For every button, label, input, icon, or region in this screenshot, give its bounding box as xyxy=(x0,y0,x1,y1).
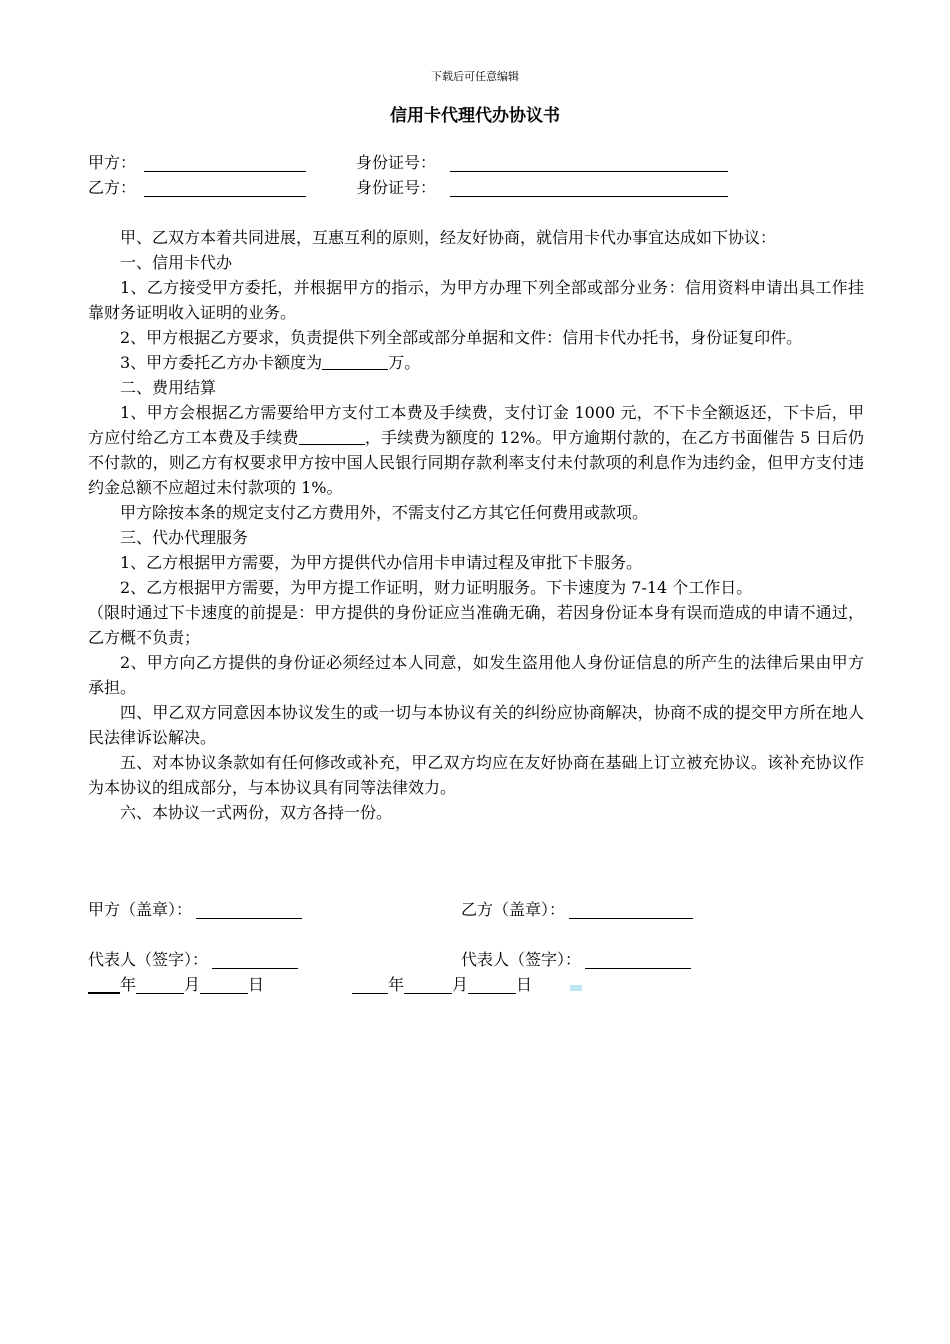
date-a-line xyxy=(88,973,264,997)
section-3-item-2-note: （限时通过下卡速度的前提是：甲方提供的身份证应当准确无确，若因身份证本身有误而造成的申请不通过，乙方概不负责； xyxy=(88,603,864,647)
date-b-year-field[interactable] xyxy=(352,975,388,994)
section-1-item-3 xyxy=(88,350,864,375)
date-b-year-label: 年 xyxy=(388,975,405,994)
party-a-id-field[interactable] xyxy=(450,153,728,172)
section-3-heading: 三、代办代理服务 xyxy=(120,528,249,547)
party-b-seal-label: 乙方（盖章）： xyxy=(461,900,566,919)
party-a-row xyxy=(88,151,788,175)
section-4: 四、甲乙双方同意因本协议发生的或一切与本协议有关的纠纷应协商解决，协商不成的提交甲方所在地人民法律诉讼解决。 xyxy=(88,703,864,747)
credit-limit-prefix: 3、甲方委托乙方办卡额度为 xyxy=(120,353,323,372)
date-a-year-field[interactable] xyxy=(88,974,120,994)
party-a-id-label: 身份证号： xyxy=(356,153,437,172)
section-2-item-1 xyxy=(88,400,864,500)
date-b-day-label: 日 xyxy=(516,975,533,994)
date-a-day-label: 日 xyxy=(248,975,265,994)
section-2-heading: 二、费用结算 xyxy=(120,378,217,397)
rep-b-line xyxy=(461,948,691,972)
party-a-seal-label: 甲方（盖章）： xyxy=(88,900,193,919)
section-6: 六、本协议一式两份，双方各持一份。 xyxy=(120,803,393,822)
rep-a-line xyxy=(88,948,298,972)
section-2-item-2: 甲方除按本条的规定支付乙方费用外，不需支付乙方其它任何费用或款项。 xyxy=(120,503,649,522)
selection-marker xyxy=(570,985,582,991)
section-1-item-2: 2、甲方根据乙方要求，负责提供下列全部或部分单据和文件：信用卡代办托书，身份证复印件。 xyxy=(120,328,803,347)
party-a-seal-field[interactable] xyxy=(196,900,302,919)
rep-a-label: 代表人（签字）： xyxy=(88,950,209,969)
fee-amount-field[interactable] xyxy=(299,426,365,445)
section-5: 五、对本协议条款如有任何修改或补充，甲乙双方均应在友好协商在基础上订立被充协议。该补充协议作为本协议的组成部分，与本协议具有同等法律效力。 xyxy=(88,753,864,797)
date-a-day-field[interactable] xyxy=(200,975,248,994)
section-1-heading: 一、信用卡代办 xyxy=(120,253,233,272)
rep-a-signature-field[interactable] xyxy=(212,950,298,969)
date-b-month-field[interactable] xyxy=(404,975,452,994)
party-a-seal-line xyxy=(88,898,302,922)
party-b-row xyxy=(88,176,788,200)
section-3-item-1: 1、乙方根据甲方需要，为甲方提供代办信用卡申请过程及审批下卡服务。 xyxy=(120,553,643,572)
section-1-item-1: 1、乙方接受甲方委托，并根据甲方的指示，为甲方办理下列全部或部分业务：信用资料申请出具工作挂靠财务证明收入证明的业务。 xyxy=(88,278,864,322)
section-3-item-3: 2、甲方向乙方提供的身份证必须经过本人同意，如发生盗用他人身份证信息的所产生的法律后果由甲方承担。 xyxy=(88,653,864,697)
date-a-month-field[interactable] xyxy=(136,975,184,994)
date-b-month-label: 月 xyxy=(452,975,469,994)
fee-clause-prefix: 1、甲方会根据乙方需要给甲方支付工本费及手续费，支付订金 1000 元，不下卡全额返还，下卡后，甲方应付给乙方工本费及手续费 xyxy=(88,403,864,447)
party-b-seal-line xyxy=(461,898,693,922)
party-b-seal-field[interactable] xyxy=(569,900,693,919)
party-b-label: 乙方： xyxy=(88,178,137,197)
party-b-name-field[interactable] xyxy=(144,178,306,197)
section-3-item-2: 2、乙方根据甲方需要，为甲方提工作证明，财力证明服务。下卡速度为 7-14 个工作日。 xyxy=(120,578,753,597)
fee-clause-suffix: ，手续费为额度的 12%。甲方逾期付款的，在乙方书面催告 5 日后仍不付款的，则乙方有权要求甲方按中国人民银行同期存款利率支付未付款项的利息作为违约金，但甲方支付违约金总额不应超过未付款项的 1%。 xyxy=(88,428,864,497)
party-b-id-field[interactable] xyxy=(450,178,728,197)
header-note: 下载后可任意编辑 xyxy=(431,70,519,83)
date-b-day-field[interactable] xyxy=(468,975,516,994)
party-b-id-label: 身份证号： xyxy=(356,178,437,197)
rep-b-signature-field[interactable] xyxy=(585,950,691,969)
date-a-year-label: 年 xyxy=(120,975,137,994)
intro-paragraph: 甲、乙双方本着共同进展，互惠互利的原则，经友好协商，就信用卡代办事宜达成如下协议： xyxy=(120,228,777,247)
party-a-label: 甲方： xyxy=(88,153,137,172)
date-a-month-label: 月 xyxy=(184,975,201,994)
agreement-body xyxy=(88,225,864,825)
credit-limit-suffix: 万。 xyxy=(388,353,421,372)
party-a-name-field[interactable] xyxy=(144,153,306,172)
date-b-line xyxy=(352,973,532,997)
document-title: 信用卡代理代办协议书 xyxy=(390,106,560,126)
rep-b-label: 代表人（签字）： xyxy=(461,950,582,969)
credit-limit-field[interactable] xyxy=(322,351,388,370)
